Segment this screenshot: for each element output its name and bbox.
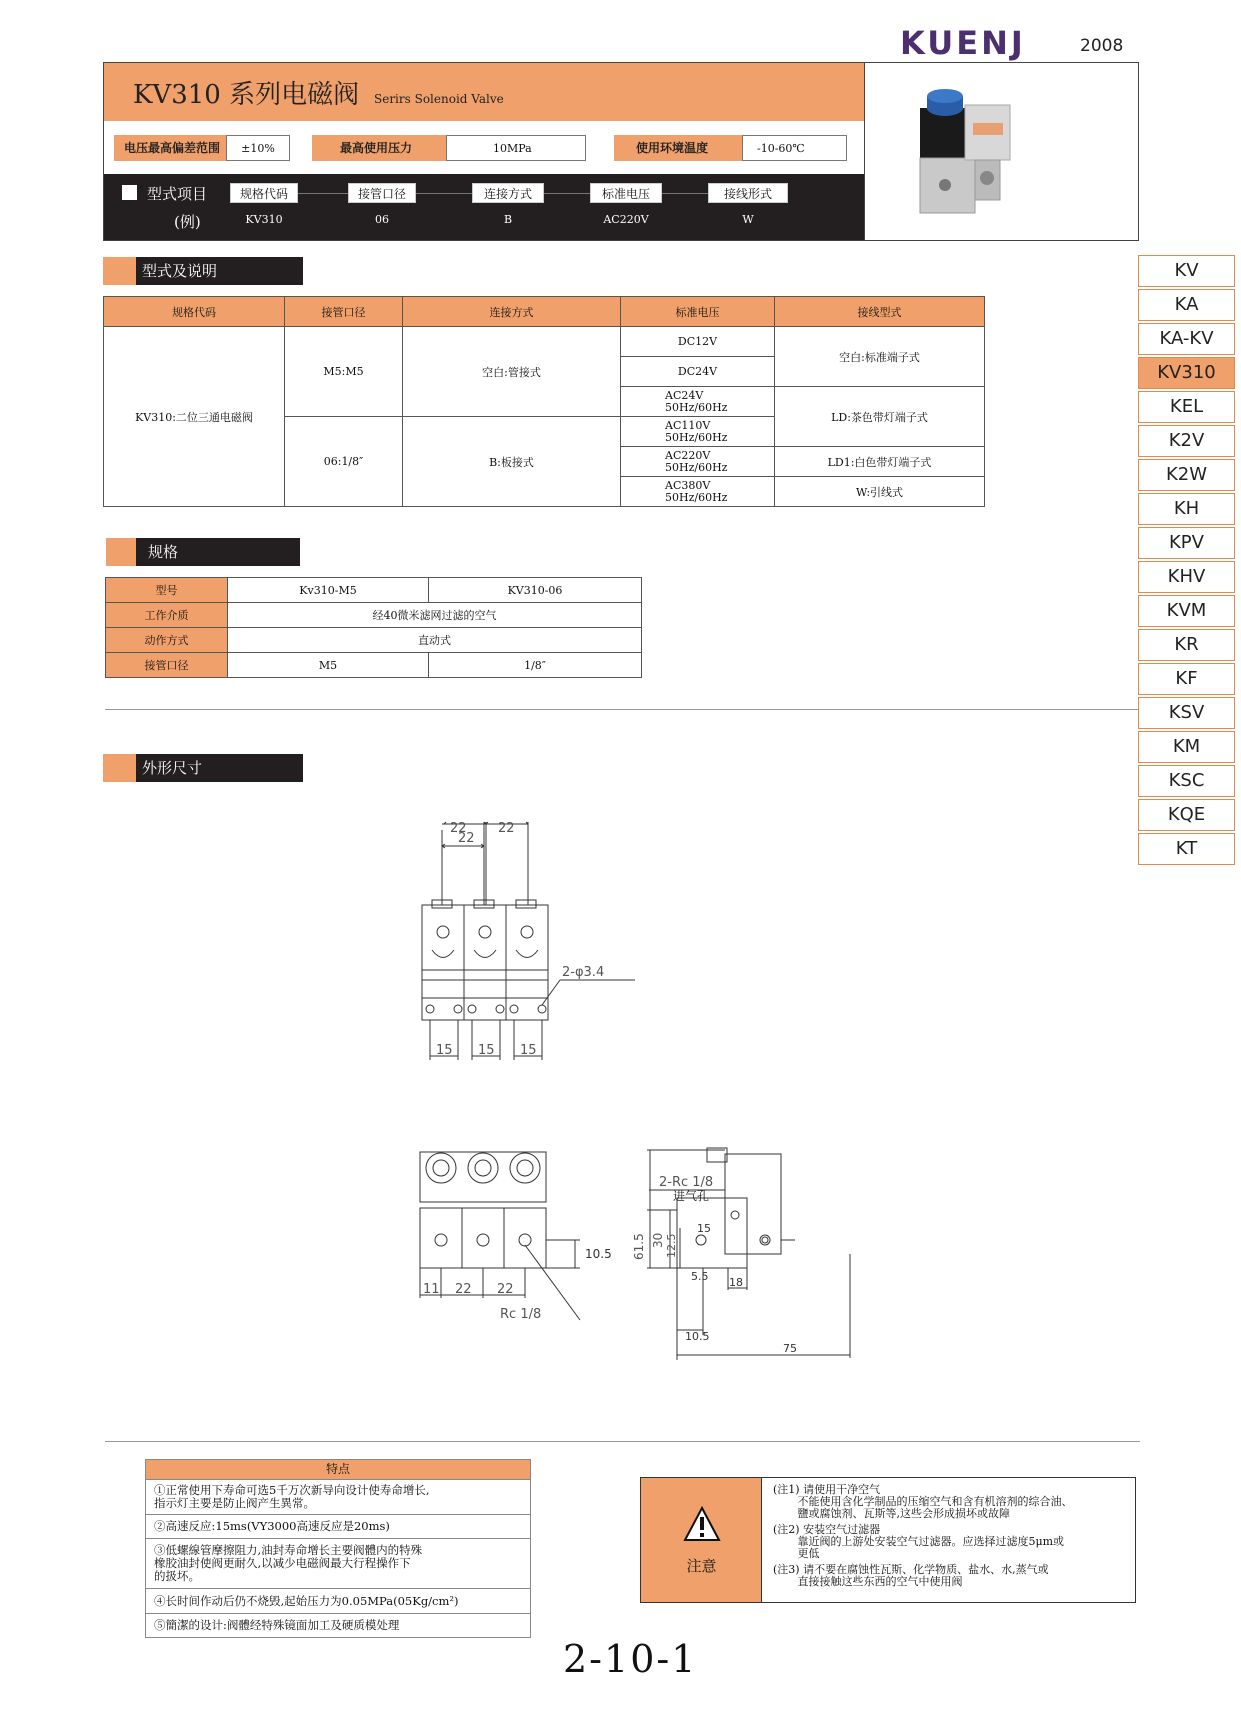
model-item-port: 接管口径 (348, 183, 416, 203)
dim-side-h2: 30 (651, 1232, 665, 1248)
dimension-drawing-side (625, 1140, 875, 1365)
cell-wiring-ld1: LD1:白色带灯端子式 (775, 447, 985, 477)
brand-year: 2008 (1080, 36, 1124, 56)
model-item-wiring: 接线形式 (708, 183, 788, 203)
dimension-drawing-front (405, 1140, 635, 1330)
spec-temp-value: -10-60℃ (742, 135, 847, 161)
sidebar-item-khv[interactable]: KHV (1138, 561, 1235, 593)
dim-bottom-2: 15 (478, 1043, 495, 1058)
cell-connection-plate: B:板接式 (403, 417, 621, 507)
spec-row-label: 动作方式 (106, 628, 228, 653)
col-header-connection: 连接方式 (403, 297, 621, 327)
sidebar-item-kr[interactable]: KR (1138, 629, 1235, 661)
model-bar-example-label: (例) (174, 213, 201, 231)
sidebar-item-ka[interactable]: KA (1138, 289, 1235, 321)
cell-voltage-ac380: AC380V 50Hz/60Hz (621, 477, 775, 507)
features-box (145, 1459, 531, 1638)
spec-row-label: 工作介质 (106, 603, 228, 628)
example-voltage: AC220V (603, 213, 649, 226)
notice-box (640, 1477, 1136, 1603)
col-header-code: 规格代码 (104, 297, 285, 327)
dimension-drawing-top (410, 820, 660, 1070)
col-header-port: 接管口径 (285, 297, 403, 327)
dim-side-w3: 75 (783, 1342, 797, 1355)
dim-side-h5: 5.5 (691, 1270, 709, 1283)
col-header-voltage: 标准电压 (621, 297, 775, 327)
spec-cell: 直动式 (228, 628, 642, 653)
dim-top-1: 22 (458, 831, 475, 846)
cell-wiring-standard: 空白:标准端子式 (775, 327, 985, 387)
sidebar-item-kvm[interactable]: KVM (1138, 595, 1235, 627)
dim-front-w3: 22 (497, 1282, 514, 1297)
dim-side-h4: 15 (697, 1222, 711, 1235)
section-types-header (103, 257, 303, 285)
warning-icon (683, 1506, 721, 1542)
sidebar-item-kt[interactable]: KT (1138, 833, 1235, 865)
spec-cell: KV310-06 (429, 578, 642, 603)
cell-voltage-ac110: AC110V 50Hz/60Hz (621, 417, 775, 447)
spec-table (105, 577, 642, 678)
spec-voltage-value: ±10% (226, 135, 290, 161)
spec-pressure-label: 最高使用压力 (312, 135, 462, 161)
notice-notes (773, 1484, 1133, 1588)
spec-cell: M5 (228, 653, 429, 678)
feature-item: ⑤簡潔的设计:阀體经特殊镜面加工及硬质模处理 (146, 1614, 531, 1638)
dim-top-2: 22 (498, 821, 515, 836)
feature-item: ③低螺線管摩擦阻力,油封寿命增长主要阀體内的特殊 橡胶油封使阀更耐久,以减少电磁阀最大行程操作下 的扱坏。 (146, 1539, 531, 1589)
dim-side-inlet: 进气孔 (673, 1189, 710, 1203)
brand-logo: KUENJ (900, 24, 1026, 62)
dim-side-port: 2-Rc 1/8 (659, 1175, 714, 1190)
section-spec-title: 规格 (136, 538, 300, 566)
notice-label: 注意 (686, 1557, 717, 1575)
sidebar-item-kv310[interactable]: KV310 (1138, 357, 1235, 389)
cell-wiring-w: W:引线式 (775, 477, 985, 507)
cell-voltage-dc12: DC12V (621, 327, 775, 357)
spec-temp-label: 使用环境温度 (614, 135, 754, 161)
sidebar-item-km[interactable]: KM (1138, 731, 1235, 763)
cell-voltage-ac24: AC24V 50Hz/60Hz (621, 387, 775, 417)
feature-item: ②高速反应:15ms(VY3000高速反应是20ms) (146, 1515, 531, 1539)
sidebar-item-kqe[interactable]: KQE (1138, 799, 1235, 831)
page-title: KV310 系列电磁阀 (133, 80, 360, 110)
page-number: 2-10-1 (563, 1637, 698, 1681)
dim-bottom-1: 15 (436, 1043, 453, 1058)
cell-voltage-ac220: AC220V 50Hz/60Hz (621, 447, 775, 477)
dim-front-w2: 22 (455, 1282, 472, 1297)
dim-bottom-3: 15 (520, 1043, 537, 1058)
sidebar-item-kv[interactable]: KV (1138, 255, 1235, 287)
col-header-wiring: 接线型式 (775, 297, 985, 327)
sidebar-item-ka-kv[interactable]: KA-KV (1138, 323, 1235, 355)
notice-note: (注1) 请使用干净空气 不能使用含化学制品的压缩空气和含有机溶剂的综合油、 鹽或腐蚀剂、瓦斯等,这些会形成损坏或故障 (773, 1483, 1073, 1520)
spec-voltage-label: 电压最高偏差范围 (114, 135, 244, 161)
checkbox-icon (122, 185, 137, 200)
notice-label-panel (641, 1478, 762, 1602)
dim-hole: 2-φ3.4 (562, 965, 605, 980)
spec-row-label: 接管口径 (106, 653, 228, 678)
dim-side-w1: 18 (729, 1276, 743, 1289)
section-spec-header (106, 538, 300, 566)
spec-row-label: 型号 (106, 578, 228, 603)
notice-note: (注3) 请不要在腐蚀性瓦斯、化学物质、盐水、水,蒸气或 直接接触这些东西的空气中使用阀 (773, 1563, 1049, 1588)
sidebar-item-ksv[interactable]: KSV (1138, 697, 1235, 729)
cell-voltage-dc24: DC24V (621, 357, 775, 387)
section-types-title: 型式及说明 (136, 257, 303, 285)
sidebar-item-kh[interactable]: KH (1138, 493, 1235, 525)
dim-top-3: 22 (450, 821, 467, 836)
example-wiring: W (742, 213, 754, 226)
sidebar-item-ksc[interactable]: KSC (1138, 765, 1235, 797)
example-connection: B (503, 213, 513, 226)
spec-cell: 1/8″ (429, 653, 642, 678)
sidebar-item-k2w[interactable]: K2W (1138, 459, 1235, 491)
spec-cell: Kv310-M5 (228, 578, 429, 603)
section-dims-title: 外形尺寸 (136, 754, 303, 782)
feature-item: ④长时间作动后仍不烧毁,起始压力为0.05MPa(05Kg/cm²) (146, 1589, 531, 1614)
spec-pressure-value: 10MPa (446, 135, 586, 161)
dim-front-port: Rc 1/8 (500, 1307, 542, 1322)
cell-port-m5: M5:M5 (285, 327, 403, 417)
model-item-code: 规格代码 (230, 183, 298, 203)
type-table (103, 296, 985, 507)
sidebar-item-kf[interactable]: KF (1138, 663, 1235, 695)
spec-cell: 经40微米滤网过滤的空气 (228, 603, 642, 628)
section-dims-header (103, 754, 303, 782)
example-code: KV310 (245, 213, 283, 226)
dim-side-h3: 12.5 (665, 1233, 678, 1258)
dim-front-h: 10.5 (585, 1247, 612, 1261)
divider (105, 709, 1140, 710)
model-item-voltage: 标准电压 (590, 183, 662, 203)
page-subtitle: Serirs Solenoid Valve (374, 92, 504, 106)
features-title: 特点 (146, 1460, 531, 1480)
sidebar-item-kpv[interactable]: KPV (1138, 527, 1235, 559)
sidebar-item-k2v[interactable]: K2V (1138, 425, 1235, 457)
model-bar-label: 型式项目 (147, 185, 208, 203)
example-port: 06 (375, 213, 389, 226)
dim-side-w2: 10.5 (685, 1330, 710, 1343)
product-photo (864, 63, 1138, 240)
dim-front-w1: 11 (423, 1282, 440, 1297)
sidebar-item-kel[interactable]: KEL (1138, 391, 1235, 423)
feature-item: ①正常使用下寿命可选5千万次新导向设计使寿命增长, 指示灯主要是防止阀产生異常。 (146, 1480, 531, 1515)
cell-code: KV310:二位三通电磁阀 (104, 327, 285, 507)
model-item-connection: 连接方式 (472, 183, 544, 203)
divider (105, 1441, 1140, 1442)
cell-wiring-ld: LD:茶色带灯端子式 (775, 387, 985, 447)
dim-side-h1: 61.5 (632, 1233, 646, 1260)
cell-connection-pipe: 空白:管接式 (403, 327, 621, 417)
notice-note: (注2) 安装空气过滤器 靠近阀的上游处安装空气过滤器。应选择过滤度5μm或 更低 (773, 1523, 1065, 1560)
cell-port-06: 06:1/8″ (285, 417, 403, 507)
